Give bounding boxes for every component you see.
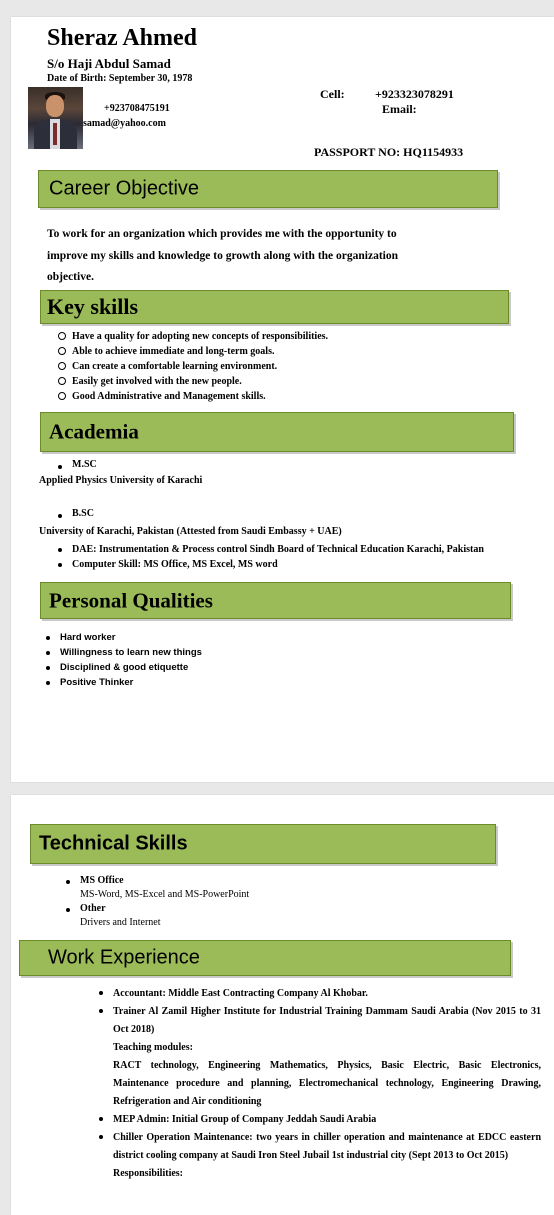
personal-qualities-list	[60, 630, 202, 690]
list-item: Able to achieve immediate and long-term goals.	[58, 346, 328, 361]
candidate-name: Sheraz Ahmed	[47, 25, 197, 51]
list-item: Can create a comfortable learning environment.	[58, 361, 328, 376]
date-of-birth: Date of Birth: September 30, 1978	[47, 73, 193, 84]
list-item: Accountant: Middle East Contracting Company Al Khobar.	[113, 985, 541, 1003]
academia-other: DAE: Instrumentation & Process control Sindh Board of Technical Education Karachi, Pakistan Computer Skill: MS Office, MS Excel, MS word	[72, 544, 484, 570]
list-item: Hard worker	[60, 630, 202, 645]
passport-number: PASSPORT NO: HQ1154933	[314, 145, 464, 159]
career-objective-text: To work for an organization which provides me with the opportunity to improve my skills and knowledge to growth along with the organization objective.	[47, 228, 398, 283]
list-item: Other Drivers and Internet	[80, 902, 249, 930]
list-item: Chiller Operation Maintenance: two years in chiller operation and maintenance at EDCC eastern district cooling company at Saudi Iron Steel Jubail 1st industrial city (Sept 2013 to Oct 2015) Responsibilities:	[113, 1129, 541, 1183]
resume-page-1	[11, 17, 554, 782]
list-item: Good Administrative and Management skills.	[58, 391, 328, 406]
profile-photo	[28, 87, 83, 149]
work-experience-heading: Work Experience	[19, 940, 511, 976]
list-item: MS Office MS-Word, MS-Excel and MS-PowerPoint	[80, 875, 250, 900]
list-item: MEP Admin: Initial Group of Company Jeddah Saudi Arabia	[113, 1111, 541, 1129]
resume-page-2	[11, 795, 554, 1215]
cell-number: +923323078291	[375, 87, 454, 101]
personal-qualities-heading: Personal Qualities	[40, 582, 511, 619]
bsc-detail: University of Karachi, Pakistan (Attested from Saudi Embassy + UAE)	[39, 526, 342, 537]
key-skills-heading: Key skills	[40, 290, 509, 324]
technical-skills-heading: Technical Skills	[30, 824, 496, 864]
father-name: S/o Haji Abdul Samad	[47, 56, 171, 71]
career-objective-heading: Career Objective	[38, 170, 498, 208]
cell-label: Cell:	[320, 87, 345, 101]
key-skills-list	[58, 331, 328, 406]
academia-heading: Academia	[40, 412, 514, 452]
list-item: Easily get involved with the new people.	[58, 376, 328, 391]
list-item: Willingness to learn new things	[60, 647, 202, 658]
academia-msc: M.SC	[72, 459, 97, 470]
msc-detail: Applied Physics University of Karachi	[39, 475, 203, 486]
list-item: Disciplined & good etiquette	[60, 660, 202, 675]
academia-bsc: B.SC	[72, 508, 94, 519]
list-item: Have a quality for adopting new concepts of responsibilities.	[58, 331, 328, 346]
email-address[interactable]: samad@yahoo.com	[83, 118, 166, 129]
list-item: Positive Thinker	[60, 675, 202, 690]
email-label: Email:	[382, 102, 417, 116]
technical-skills-list	[80, 874, 249, 930]
work-experience-list	[113, 985, 541, 1183]
phone-number: +923708475191	[104, 103, 170, 114]
list-item: Trainer Al Zamil Higher Institute for Industrial Training Dammam Saudi Arabia (Nov 2015 to 31 Oct 2018) Teaching modules: RACT technology, Engineering Mathematics, Physics, Basic Electric, Basic Electronics, Maintenance procedure and planning, Electromechanical technology, Engineering Drawing, Refrigeration and Air conditioning	[113, 1003, 541, 1111]
